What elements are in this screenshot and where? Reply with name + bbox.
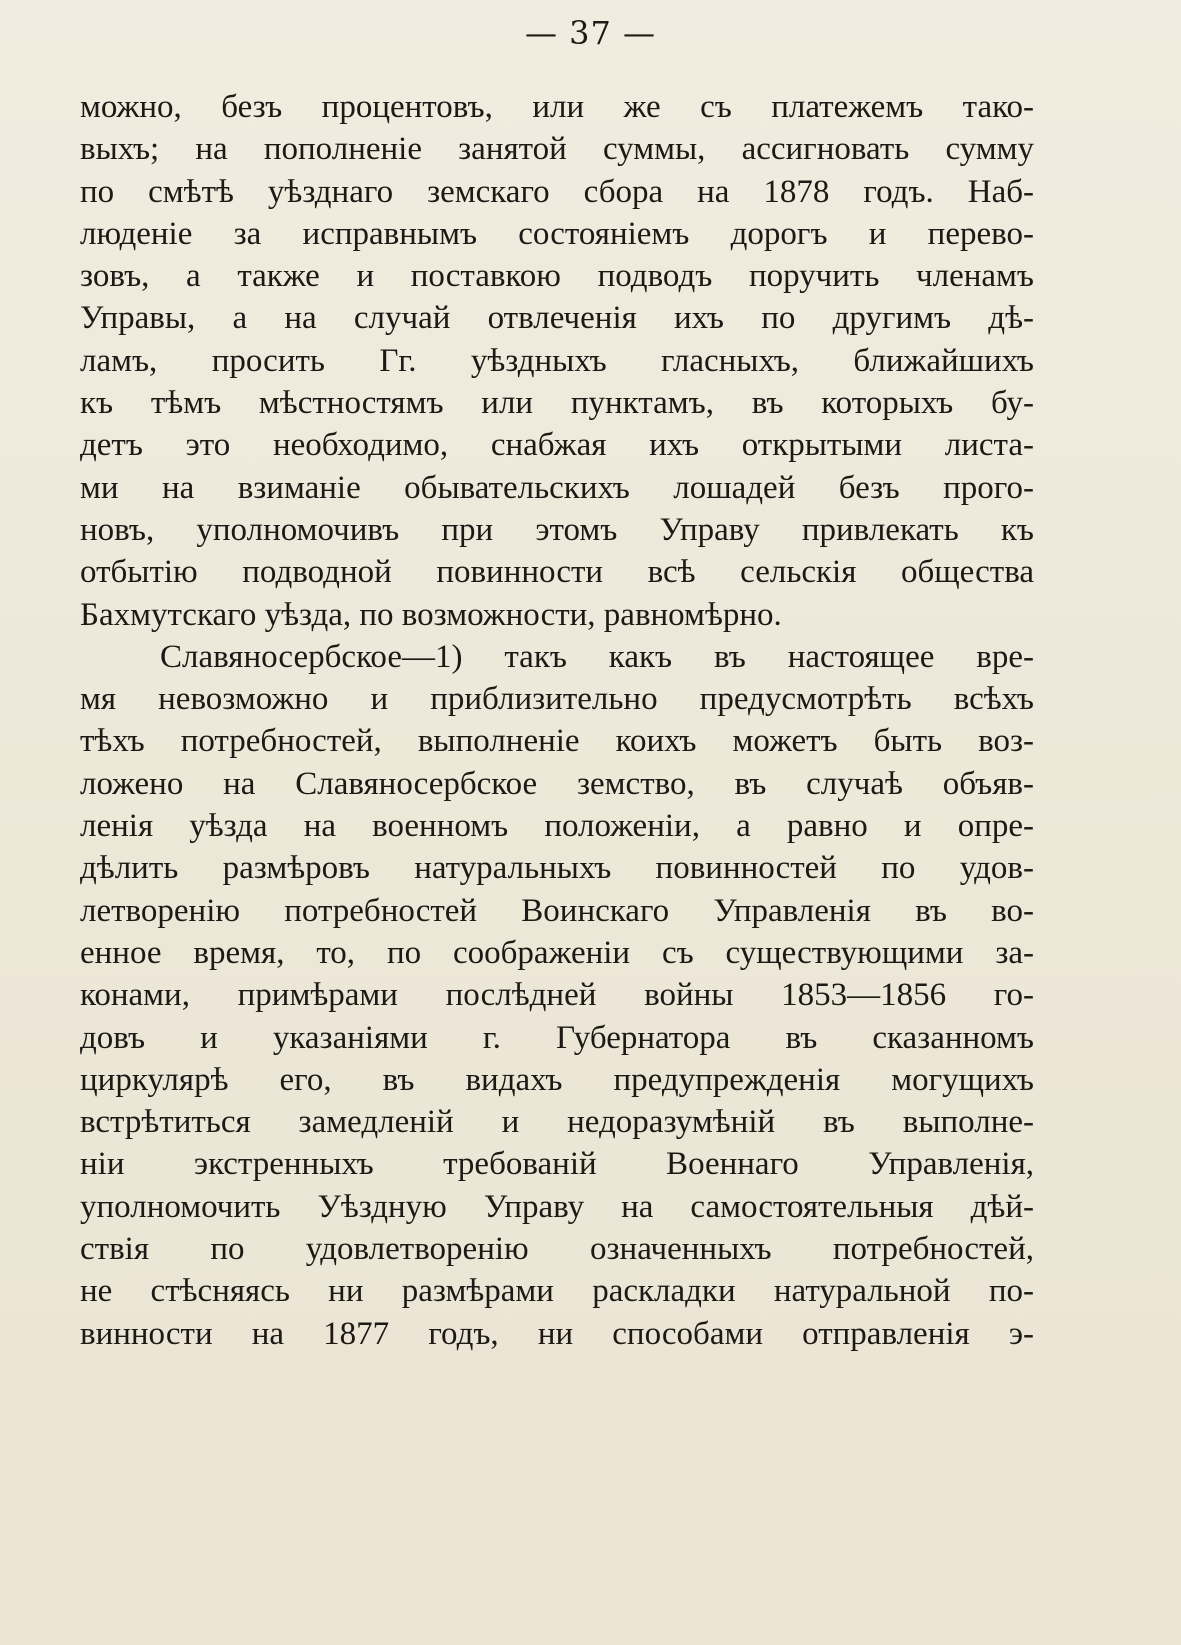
text-line: къ тѣмъ мѣстностямъ или пунктамъ, въ которыхъ бу-: [80, 385, 1034, 422]
paragraph-1: [80, 86, 1034, 636]
text-line: отбытію подводной повинности всѣ сельскія общества: [80, 554, 1034, 591]
text-line: конами, примѣрами послѣдней войны 1853—1856 го-: [80, 977, 1034, 1014]
text-line: по смѣтѣ уѣзднаго земскаго сбора на 1878 годъ. Наб-: [80, 173, 1034, 210]
text-line: ніи экстренныхъ требованій Военнаго Управленія,: [80, 1146, 1034, 1183]
text-line: зовъ, а также и поставкою подводъ поручить членамъ: [80, 258, 1034, 295]
text-line: Славяносербское—1) такъ какъ въ настоящее вре-: [160, 638, 1034, 675]
text-line: Управы, а на случай отвлеченія ихъ по другимъ дѣ-: [80, 300, 1034, 337]
body-text: [80, 86, 1034, 1355]
text-line: дѣлить размѣровъ натуральныхъ повинностей по удов-: [80, 850, 1034, 887]
text-line: новъ, уполномочивъ при этомъ Управу привлекать къ: [80, 511, 1034, 548]
text-line: мя невозможно и приблизительно предусмотрѣть всѣхъ: [80, 681, 1034, 718]
paragraph-2: [80, 636, 1034, 1355]
text-line: летворенію потребностей Воинскаго Управленія въ во-: [80, 892, 1034, 929]
text-line: уполномочить Уѣздную Управу на самостоятельныя дѣй-: [80, 1188, 1034, 1225]
text-line: циркулярѣ его, въ видахъ предупрежденія могущихъ: [80, 1061, 1034, 1098]
text-line: не стѣсняясь ни размѣрами раскладки натуральной по-: [80, 1273, 1034, 1310]
text-line: ложено на Славяносербское земство, въ случаѣ объяв-: [80, 765, 1034, 802]
text-line: детъ это необходимо, снабжая ихъ открытыми листа-: [80, 427, 1034, 464]
text-line: тѣхъ потребностей, выполненіе коихъ можетъ быть воз-: [80, 723, 1034, 760]
text-line: Бахмутскаго уѣзда, по возможности, равномѣрно.: [80, 596, 782, 633]
text-line: винности на 1877 годъ, ни способами отправленія э-: [80, 1315, 1034, 1352]
page-number: — 37 —: [524, 14, 657, 52]
text-line: можно, безъ процентовъ, или же съ платежемъ тако-: [80, 89, 1034, 125]
text-line: ствія по удовлетворенію означенныхъ потребностей,: [80, 1231, 1034, 1268]
text-line: ленія уѣзда на военномъ положеніи, а равно и опре-: [80, 808, 1034, 845]
text-line: люденіе за исправнымъ состояніемъ дорогъ и перево-: [80, 215, 1034, 252]
text-line: довъ и указаніями г. Губернатора въ сказанномъ: [80, 1019, 1034, 1056]
text-line: ми на взиманіе обывательскихъ лошадей безъ прого-: [80, 469, 1034, 506]
text-line: выхъ; на пополненіе занятой суммы, ассигновать сумму: [80, 131, 1034, 168]
text-line: енное время, то, по соображеніи съ существующими за-: [80, 934, 1034, 971]
text-line: ламъ, просить Гг. уѣздныхъ гласныхъ, ближайшихъ: [80, 342, 1034, 379]
text-line: встрѣтиться замедленій и недоразумѣній въ выполне-: [80, 1104, 1034, 1141]
